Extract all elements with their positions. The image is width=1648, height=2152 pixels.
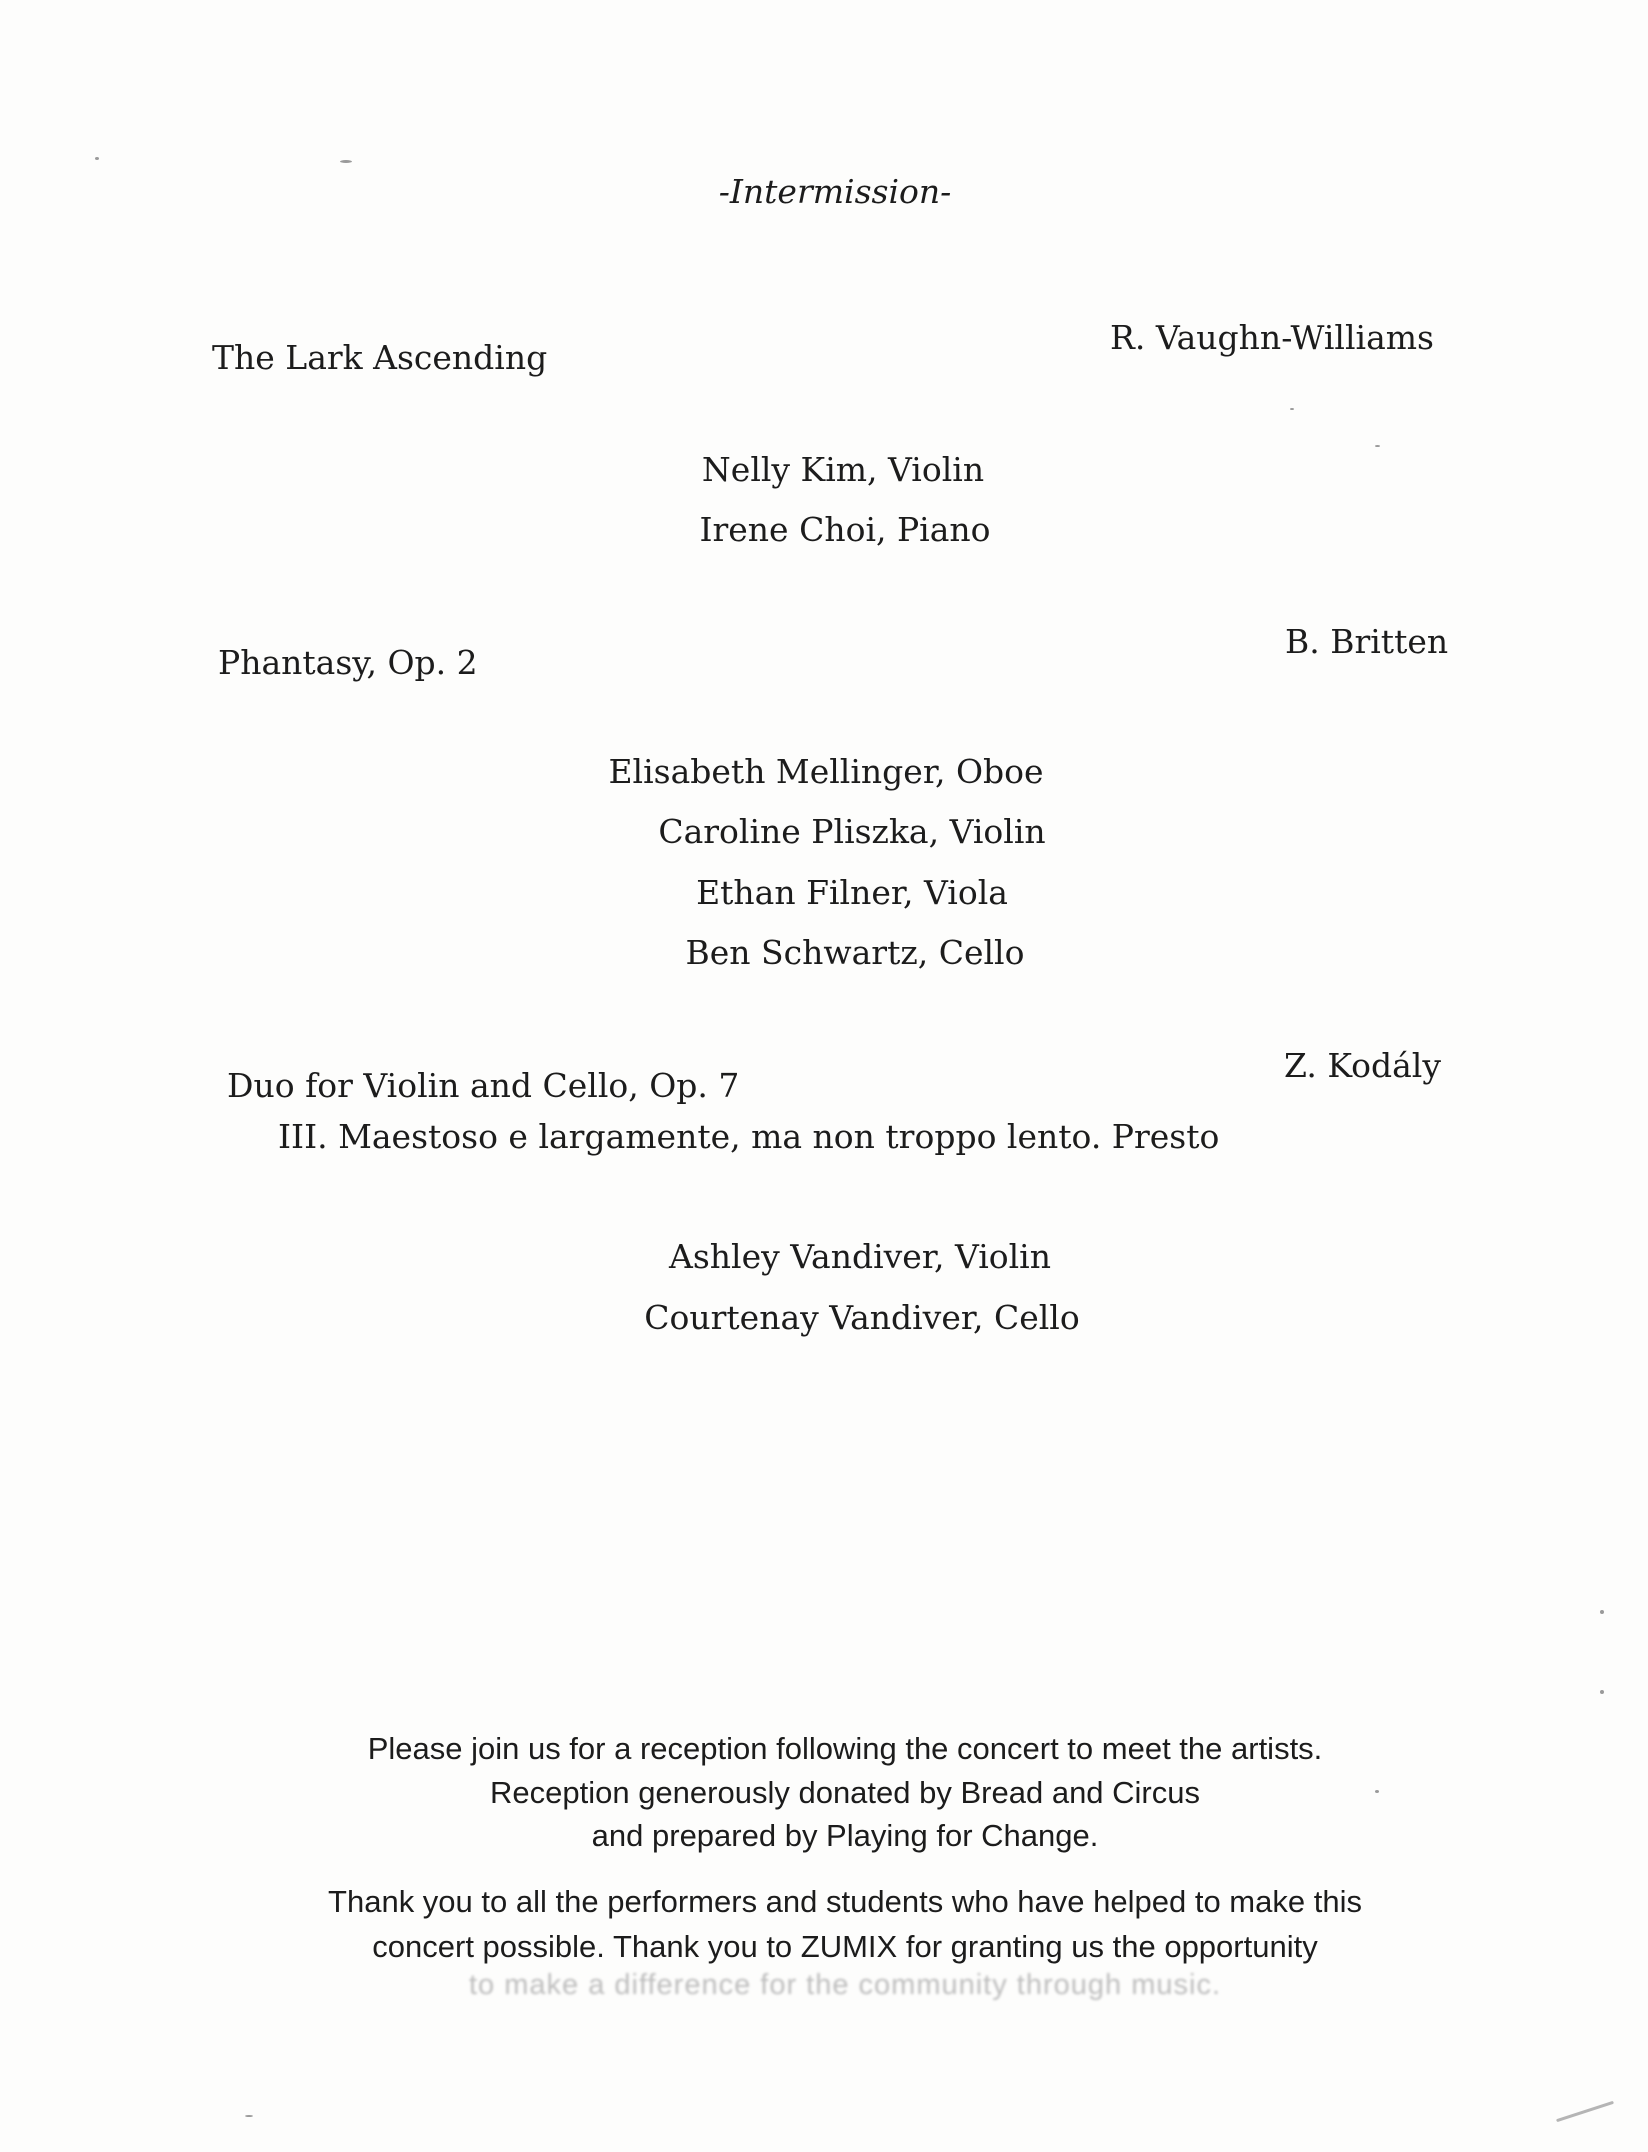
piece-composer: R. Vaughn-Williams [1110,318,1434,357]
scan-speck [95,157,99,160]
reception-line: Reception generously donated by Bread and Circus [489,1775,1201,1810]
scan-speck [1375,445,1380,447]
piece-title: Phantasy, Op. 2 [218,643,478,682]
piece-title: The Lark Ascending [212,338,548,377]
reception-line: and prepared by Playing for Change. [591,1818,1099,1853]
piece-composer: B. Britten [1285,622,1449,661]
thanks-line-faded: to make a difference for the community through music. [468,1969,1222,2001]
scan-speck [340,160,352,163]
thanks-line: Thank you to all the performers and students who have helped to make this [328,1884,1362,1919]
performer-line: Ashley Vandiver, Violin [669,1237,1051,1276]
thanks-line: concert possible. Thank you to ZUMIX for granting us the opportunity [372,1929,1318,1964]
reception-line: Please join us for a reception following the concert to meet the artists. [367,1731,1323,1766]
piece-movement: III. Maestoso e largamente, ma non troppo lento. Presto [278,1117,1220,1156]
performer-line: Elisabeth Mellinger, Oboe [608,752,1044,791]
piece-composer: Z. Kodály [1284,1046,1441,1085]
performer-line: Courtenay Vandiver, Cello [644,1298,1080,1337]
scan-speck [245,2115,253,2117]
piece-title: Duo for Violin and Cello, Op. 7 [227,1066,740,1105]
scan-speck [1600,1690,1604,1694]
performer-line: Irene Choi, Piano [699,510,991,549]
performer-line: Ben Schwartz, Cello [685,933,1025,972]
scan-speck [1600,1610,1604,1614]
performer-line: Caroline Pliszka, Violin [658,812,1046,851]
performer-line: Nelly Kim, Violin [701,450,985,489]
scan-speck [1556,2101,1614,2122]
scan-speck [1375,1790,1379,1793]
scan-speck [1290,408,1294,410]
intermission-heading: -Intermission- [718,172,952,211]
performer-line: Ethan Filner, Viola [696,873,1008,912]
